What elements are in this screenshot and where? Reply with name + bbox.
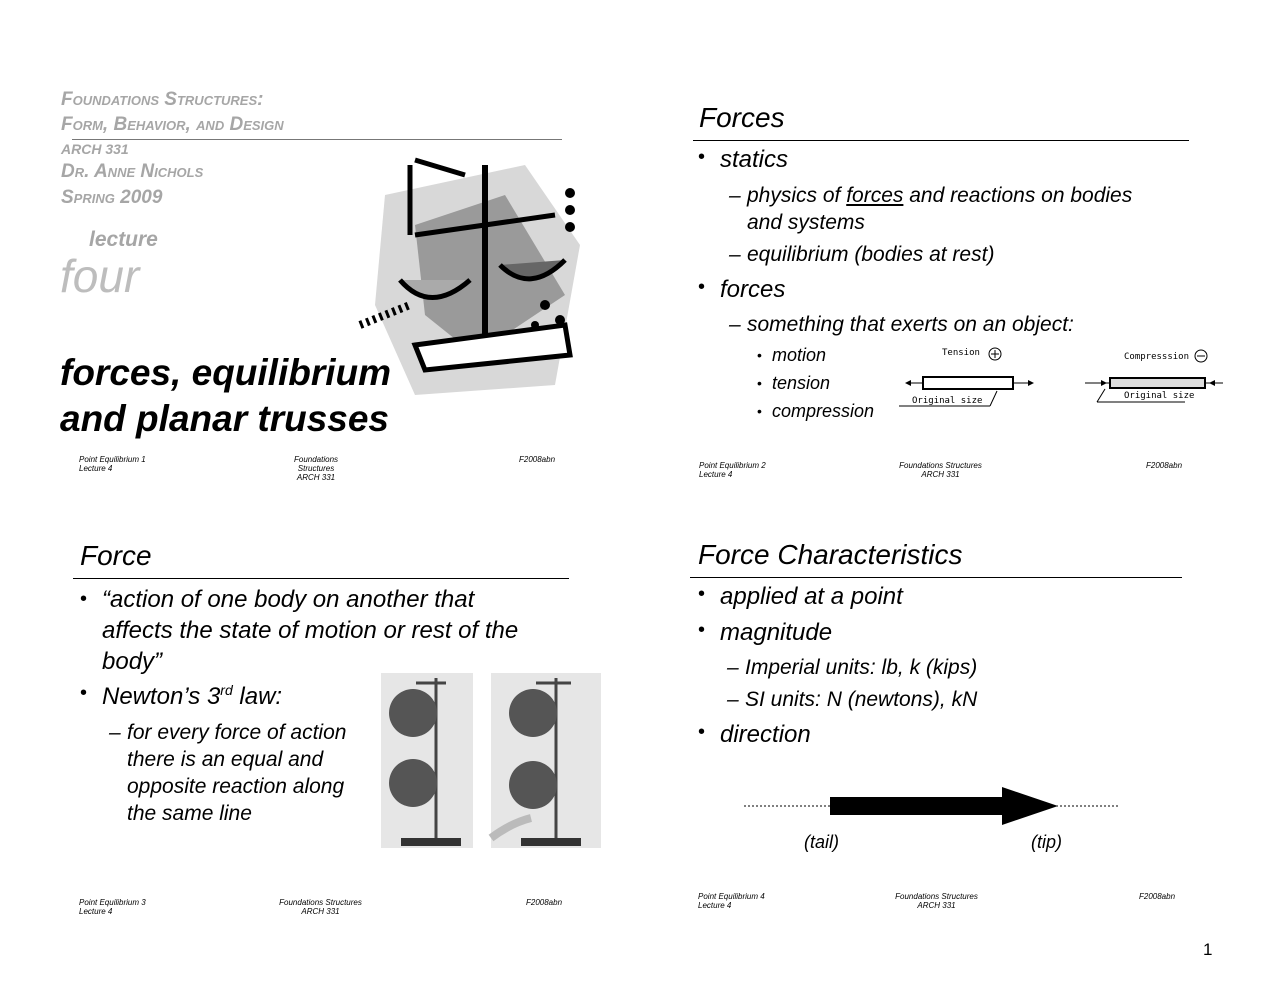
footer-slide: Point Equilibrium 4 [698,892,765,901]
bullet-newton [102,682,282,711]
sub-bullet: – SI units: N (newtons), kN [745,686,977,713]
bullet-magnitude: • magnitude [720,619,832,647]
footer-left [699,461,766,479]
footer-right: F2008abn [1139,892,1176,901]
bullet-quote [102,584,518,677]
original-size-label: Original size [1124,391,1195,401]
text: – for every force of action [127,721,347,744]
footer-slide: Point Equilibrium 2 [699,461,766,470]
text: the same line [127,802,252,825]
text: Newton’s 3 [102,683,221,710]
footer-right: F2008abn [519,455,556,464]
footer-code: ARCH 331 [917,901,956,910]
course-title-2: Form, Behavior, and Design [61,114,284,135]
forces-link[interactable]: forces [846,184,904,207]
footer-code: ARCH 331 [296,473,336,482]
slide-title: Force [80,540,152,571]
item-tension: • tension [772,373,830,394]
footer-lecture: Lecture 4 [699,470,733,479]
footer-right: F2008abn [1146,461,1183,470]
text: physics of [747,184,847,207]
footer-slide: Point Equilibrium 3 [79,898,146,907]
text: there is an equal and [127,748,324,771]
sub-bullet [747,182,1132,236]
tension-label: Tension [942,348,980,358]
item-compression: • compression [772,401,874,422]
sub-bullet [127,719,346,827]
footer-lecture: Lecture 4 [79,464,113,473]
bullet-point: • applied at a point [720,583,903,611]
footer-center [278,898,363,916]
bullet-statics: • statics [720,146,788,174]
footer-lecture: Lecture 4 [698,901,732,910]
divider [693,140,1189,141]
lecture-label: lecture [89,228,158,251]
force-arrow-diagram [744,785,1119,830]
text: • “action of one body on another that [102,586,475,613]
lecture-number: four [60,250,140,302]
footer-right: F2008abn [526,898,563,907]
footer-course: Foundations Structures [279,898,362,907]
term: Spring 2009 [61,187,163,208]
footer-course: Foundations Structures [895,892,978,901]
sub-bullet: – Imperial units: lb, k (kips) [745,654,977,681]
tip-label: (tip) [1031,832,1062,852]
arrow-shaft [830,797,1005,815]
footer-center [898,461,983,479]
text: affects the state of motion or rest of the [102,617,519,644]
divider [73,578,569,579]
course-title-1: Foundations Structures: [61,89,264,110]
page-number: 1 [1203,940,1213,959]
footer-lecture: Lecture 4 [79,907,113,916]
item-motion: • motion [772,345,826,366]
footer-center [276,455,356,482]
divider [72,139,562,140]
course-code: ARCH 331 [61,141,129,157]
bullet-forces: • forces [720,276,785,304]
footer-code: ARCH 331 [921,470,960,479]
text: and systems [747,211,865,234]
instructor: Dr. Anne Nichols [61,161,204,182]
original-size-label: Original size [912,396,983,406]
slide-title: Forces [699,102,785,133]
footer-slide: Point Equilibrium 1 [79,455,146,464]
footer-left [698,892,765,910]
slide-title-line1: forces, equilibrium [60,352,392,393]
divider [690,577,1182,578]
sub-bullet: – equilibrium (bodies at rest) [747,241,994,268]
superscript: rd [220,682,233,698]
compression-label: Compresssion [1124,352,1190,362]
footer-course: Foundations Structures [899,461,982,470]
text: and reactions on bodies [903,184,1133,207]
text: opposite reaction along [127,775,345,798]
footer-code: ARCH 331 [301,907,340,916]
text: law: [232,683,283,710]
sub-bullet: – something that exerts on an object: [747,311,1074,338]
arrow-head [1002,787,1058,825]
slide-title: Force Characteristics [698,539,963,570]
footer-course: Foundations Structures [293,455,339,473]
tail-label: (tail) [804,832,839,852]
slide-title-line2: and planar trusses [60,398,390,439]
footer-left [79,898,146,916]
spring-scale-photos [381,673,601,848]
bullet-direction: • direction [720,721,811,749]
footer-center [894,892,979,910]
footer-left [79,455,146,473]
tension-compression-diagram [895,345,1230,410]
text: body” [102,648,163,675]
